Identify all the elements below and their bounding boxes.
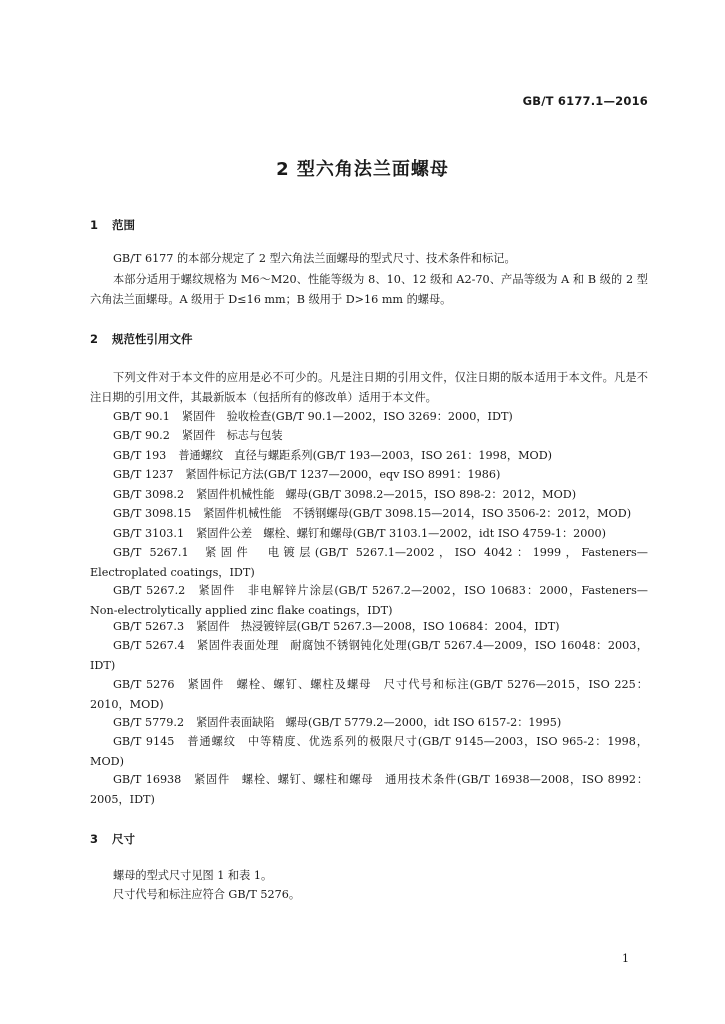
page-number: 1: [622, 952, 629, 965]
reference-text: 紧固件 非电解锌片涂层(GB/T 5267.2—2002，ISO 10683：2000，Fasteners—Non-electrolytically applied zinc flake coatings，IDT): [90, 584, 648, 617]
reference-text: 紧固件 螺栓、螺钉、螺柱和螺母 通用技术条件(GB/T 16938—2008，ISO 8992：2005，IDT): [90, 773, 649, 806]
section-2-heading: [90, 331, 193, 347]
reference-code: GB/T 5267.1: [113, 546, 189, 559]
document-title: 2 型六角法兰面螺母: [276, 159, 449, 180]
reference-code: GB/T 90.2: [113, 429, 170, 442]
reference-text: 紧固件机械性能 螺母(GB/T 3098.2—2015，ISO 898-2：2012，MOD): [196, 488, 577, 501]
section-title: 范围: [112, 218, 136, 232]
reference-item: [90, 465, 648, 485]
section-1-heading: [90, 217, 135, 233]
reference-code: GB/T 9145: [113, 735, 175, 748]
reference-item: [90, 524, 648, 544]
section-title: 尺寸: [112, 832, 136, 846]
reference-code: GB/T 5267.4: [113, 639, 185, 652]
reference-item: [90, 543, 648, 582]
reference-code: GB/T 3103.1: [113, 527, 185, 540]
reference-text: 紧固件机械性能 不锈钢螺母(GB/T 3098.15—2014，ISO 3506-2：2012，MOD): [203, 507, 632, 520]
reference-text: 紧固件表面缺陷 螺母(GB/T 5779.2—2000，idt ISO 6157-2：1995): [196, 716, 562, 729]
reference-text: 紧固件 螺栓、螺钉、螺柱及螺母 尺寸代号和标注(GB/T 5276—2015，ISO 225：2010，MOD): [90, 678, 648, 711]
reference-item: [90, 732, 648, 771]
reference-item: [90, 581, 648, 620]
reference-item: [90, 636, 648, 675]
section-number: 2: [90, 332, 99, 346]
reference-text: 紧固件标记方法(GB/T 1237—2000，eqv ISO 8991：1986): [185, 468, 501, 481]
reference-text: 紧固件表面处理 耐腐蚀不锈钢钝化处理(GB/T 5267.4—2009，ISO 16048：2003，IDT): [90, 639, 648, 672]
reference-code: GB/T 3098.15: [113, 507, 192, 520]
reference-code: GB/T 3098.2: [113, 488, 185, 501]
reference-code: GB/T 5276: [113, 678, 175, 691]
section-3-heading: [90, 831, 135, 847]
reference-item: [90, 426, 648, 446]
section-1-paragraph-2: 本部分适用于螺纹规格为 M6～M20、性能等级为 8、10、12 级和 A2-70、产品等级为 A 和 B 级的 2 型六角法兰面螺母。A 级用于 D≤16 mm；B 级用于 D>16 mm 的螺母。: [90, 273, 648, 306]
section-3-paragraph-1: 螺母的型式尺寸见图 1 和表 1。: [113, 869, 273, 882]
reference-code: GB/T 5267.3: [113, 620, 185, 633]
reference-code: GB/T 1237: [113, 468, 174, 481]
section-3-paragraph-2: 尺寸代号和标注应符合 GB/T 5276。: [113, 888, 301, 901]
reference-item: [90, 675, 648, 714]
reference-text: 紧固件公差 螺栓、螺钉和螺母(GB/T 3103.1—2002，idt ISO 4759-1：2000): [196, 527, 607, 540]
reference-item: [90, 504, 648, 524]
reference-item: [90, 485, 648, 505]
reference-text: 紧固件 热浸镀锌层(GB/T 5267.3—2008，ISO 10684：2004，IDT): [196, 620, 560, 633]
reference-item: [90, 770, 648, 809]
reference-item: [90, 713, 648, 733]
reference-item: [90, 407, 648, 427]
section-title: 规范性引用文件: [112, 332, 193, 346]
reference-item: [90, 446, 648, 466]
reference-text: 普通螺纹 中等精度、优选系列的极限尺寸(GB/T 9145—2003，ISO 965-2：1998，MOD): [90, 735, 648, 768]
reference-text: 紧固件 验收检查(GB/T 90.1—2002，ISO 3269：2000，IDT): [181, 410, 513, 423]
reference-code: GB/T 16938: [113, 773, 182, 786]
reference-code: GB/T 90.1: [113, 410, 170, 423]
section-number: 1: [90, 218, 99, 232]
reference-text: 紧固件 电镀层(GB/T 5267.1—2002，ISO 4042：1999，Fasteners—Electroplated coatings，IDT): [90, 546, 648, 579]
section-2-intro: 下列文件对于本文件的应用是必不可少的。凡是注日期的引用文件，仅注日期的版本适用于本文件。凡是不注日期的引用文件，其最新版本（包括所有的修改单）适用于本文件。: [90, 371, 648, 404]
reference-text: 普通螺纹 直径与螺距系列(GB/T 193—2003，ISO 261：1998，MOD): [178, 449, 553, 462]
reference-text: 紧固件 标志与包装: [181, 429, 283, 442]
section-number: 3: [90, 832, 99, 846]
reference-code: GB/T 5779.2: [113, 716, 185, 729]
reference-item: [90, 617, 648, 637]
reference-code: GB/T 5267.2: [113, 584, 186, 597]
standard-code: GB/T 6177.1—2016: [522, 94, 648, 108]
reference-code: GB/T 193: [113, 449, 167, 462]
section-1-paragraph-1: GB/T 6177 的本部分规定了 2 型六角法兰面螺母的型式尺寸、技术条件和标记。: [113, 252, 516, 265]
